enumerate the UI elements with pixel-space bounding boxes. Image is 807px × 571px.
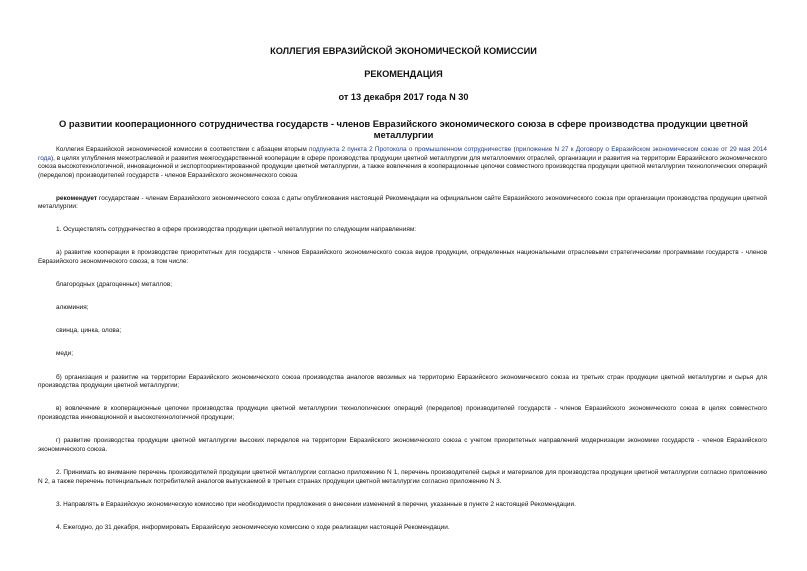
issuing-body: КОЛЛЕГИЯ ЕВРАЗИЙСКОЙ ЭКОНОМИЧЕСКОЙ КОМИССИИ [270,46,537,56]
item-1b: б) организация и развитие на территории Евразийского экономического союза производства аналогов ввозимых на территорию Евразийского экономического союза из третьих стран продукции цветной металлургии и сырья для производства продукции цветной металлургии; [38,373,767,390]
preamble-text-3: ), в целях углубления межотраслевой и развития межгосударственной кооперации в сфере производства продукции цветной металлургии для металлоемких отраслей, организации и развития на территории Евразийского экономического союза высокотехнологичной, инновационной и экспортоориентированной продукции цветной металлургии, а также вовлечения в кооперационные цепочки совместного производства продукции цветной металлургии технологических операций (переделов) производителей государств - членов Евразийского экономического союза [38,154,767,179]
preamble-text-1: Коллегия Евразийской экономической комиссии в соответствии с абзацем вторым [56,146,309,153]
treaty-annex-link[interactable]: приложение N 27 к Договору о Евразийском экономическом союзе от 29 мая 2014 года [38,146,767,162]
document-body [38,146,767,547]
metal-lead-zinc-tin: свинца, цинка, олова; [56,327,122,335]
metal-aluminium: алюминия; [56,304,89,312]
document-title: О развитии кооперационного сотрудничества государств - членов Евразийского экономического союза в сфере производства продукции цветной металлургии [59,118,748,140]
protocol-link[interactable]: подпункта 2 пункта 2 Протокола о промышленном сотрудничестве [308,146,512,153]
document-date: от 13 декабря 2017 года N 30 [338,92,469,102]
item-2: 2. Принимать во внимание перечень производителей продукции цветной металлургии согласно приложению N 1, перечень производителей сырья и материалов для производства продукции цветной металлургии согласно приложению N 2, а также перечень потенциальных потребителей аналогов выпускаемой в третьих странах продукции цветной металлургии согласно приложению N 3. [38,469,767,485]
item-1: 1. Осуществлять сотрудничество в сфере производства продукции цветной металлургии по следующим направлениям: [56,225,417,233]
recommends-paragraph [38,195,767,212]
document-kind: РЕКОМЕНДАЦИЯ [364,69,443,79]
item-4: 4. Ежегодно, до 31 декабря, информировать Евразийскую экономическую комиссию о ходе реализации настоящей Рекомендации. [56,523,450,531]
item-1a: а) развитие кооперации в производстве приоритетных для государств - членов Евразийского экономического союза видов продукции, определенных национальными отраслевыми стратегическими программами государств - членов Евразийского экономического союза, в том числе: [38,249,767,265]
preamble-paragraph [38,146,767,180]
item-1g: г) развитие производства продукции цветной металлургии высоких переделов на территории Евразийского экономического союза с учетом приоритетных направлений модернизации экономики государств - членов Евразийского экономического союза. [38,437,767,453]
metal-copper: меди; [56,350,74,358]
item-3: 3. Направлять в Евразийскую экономическую комиссию при необходимости предложения о внесении изменений в перечни, указанные в пункте 2 настоящей Рекомендации. [56,500,576,508]
recommends-text: государствам - членам Евразийского экономического союза с даты опубликования настоящей Рекомендации на официальном сайте Евразийского экономического союза при организации производства продукции цветной металлургии: [38,194,767,211]
metal-precious: благородных (драгоценных) металлов; [56,280,173,288]
recommends-keyword: рекомендует [56,194,98,202]
preamble-text-2: ( [511,146,516,153]
item-1v: в) вовлечение в кооперационные цепочки производства продукции цветной металлургии технологических операций (переделов) производителей государств - членов Евразийского экономического союза в целях совместного производства инновационной и высокотехнологичной продукции; [38,405,767,422]
